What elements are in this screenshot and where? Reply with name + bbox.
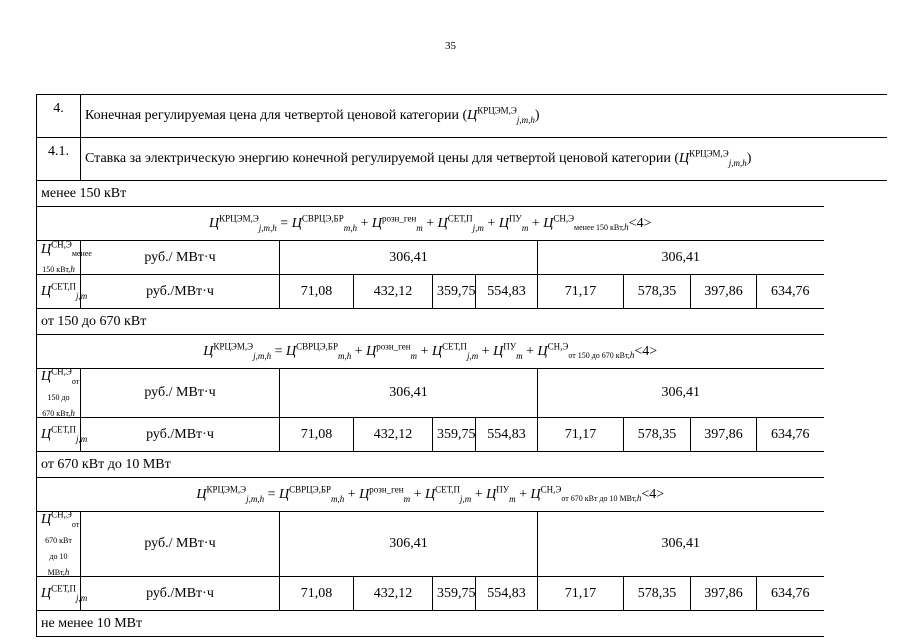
set-value: 359,75 xyxy=(433,577,476,611)
set-value: 554,83 xyxy=(476,577,538,611)
category-label-row xyxy=(37,452,887,478)
category-label: не менее 10 МВт xyxy=(37,611,824,637)
formula: $Ц^{КРЦЭМ,Э}_{j,m,h} = Ц^{СВРЦЭ,БР}_{m,h} + Ц^{розн\_ген}_m + Ц^{СЕТ,П}_{j,m} + Ц^{ПУ}_m + Ц^{СН,Э}_{от 670 кВт до 10 МВт,h}<4>$ xyxy=(37,478,824,512)
set-row xyxy=(37,275,887,309)
category-label-row xyxy=(37,611,887,637)
formula: $Ц^{КРЦЭМ,Э}_{j,m,h} = Ц^{СВРЦЭ,БР}_{m,h} + Ц^{розн\_ген}_m + Ц^{СЕТ,П}_{j,m} + Ц^{ПУ}_m + Ц^{СН,Э}_{менее 150 кВт,h}<4>$ xyxy=(37,207,824,241)
set-value: 578,35 xyxy=(624,577,691,611)
set-row xyxy=(37,418,887,452)
sn-row xyxy=(37,512,887,577)
row-number: 4.1. xyxy=(37,138,81,181)
sn-symbol: $Ц^{СН,Э}_{от 150 до 670 кВт,h}$ xyxy=(37,369,81,418)
set-value: 71,17 xyxy=(538,577,624,611)
category-label: от 670 кВт до 10 МВт xyxy=(37,452,824,478)
set-value: 397,86 xyxy=(691,275,757,309)
set-value: 432,12 xyxy=(354,275,433,309)
unit: руб./МВт·ч xyxy=(81,418,280,452)
sn-symbol: $Ц^{СН,Э}_{от 670 кВт до 10 МВт,h}$ xyxy=(37,512,81,577)
unit: руб./МВт·ч xyxy=(81,577,280,611)
set-value: 554,83 xyxy=(476,275,538,309)
formula: $Ц^{КРЦЭМ,Э}_{j,m,h} = Ц^{СВРЦЭ,БР}_{m,h} + Ц^{розн\_ген}_m + Ц^{СЕТ,П}_{j,m} + Ц^{ПУ}_m + Ц^{СН,Э}_{от 150 до 670 кВт,h}<4>$ xyxy=(37,335,824,369)
unit: руб./ МВт·ч xyxy=(81,241,280,275)
tariff-table xyxy=(36,94,887,637)
sn-row xyxy=(37,241,887,275)
formula-row xyxy=(37,207,887,241)
formula-row xyxy=(37,478,887,512)
sn-value: 306,41 xyxy=(538,512,824,577)
set-value: 71,17 xyxy=(538,275,624,309)
formula-row xyxy=(37,335,887,369)
set-symbol: $Ц^{СЕТ,П}_{j,m}$ xyxy=(37,275,81,309)
set-value: 397,86 xyxy=(691,418,757,452)
sn-symbol: $Ц^{СН,Э}_{менее 150 кВт,h}$ xyxy=(37,241,81,275)
set-value: 634,76 xyxy=(757,418,824,452)
unit: руб./МВт·ч xyxy=(81,275,280,309)
page-number: 35 xyxy=(445,40,456,52)
set-symbol: $Ц^{СЕТ,П}_{j,m}$ xyxy=(37,418,81,452)
row-number: 4. xyxy=(37,95,81,138)
category-label: от 150 до 670 кВт xyxy=(37,309,824,335)
row-heading: Ставка за электрическую энергию конечной регулируемой цены для четвертой ценовой категории $(Ц^{КРЦЭМ,Э}_{j,m,h})$ xyxy=(81,138,887,181)
category-label-row xyxy=(37,309,887,335)
category-label-row xyxy=(37,181,887,207)
row-section-4-1 xyxy=(37,138,887,181)
set-row xyxy=(37,577,887,611)
sn-value: 306,41 xyxy=(280,369,538,418)
row-section-4 xyxy=(37,95,887,138)
set-value: 71,08 xyxy=(280,418,354,452)
set-value: 578,35 xyxy=(624,275,691,309)
set-value: 71,08 xyxy=(280,275,354,309)
set-value: 634,76 xyxy=(757,275,824,309)
set-symbol: $Ц^{СЕТ,П}_{j,m}$ xyxy=(37,577,81,611)
sn-row xyxy=(37,369,887,418)
set-value: 554,83 xyxy=(476,418,538,452)
set-value: 359,75 xyxy=(433,418,476,452)
set-value: 71,17 xyxy=(538,418,624,452)
set-value: 432,12 xyxy=(354,418,433,452)
set-value: 578,35 xyxy=(624,418,691,452)
sn-value: 306,41 xyxy=(280,241,538,275)
set-value: 397,86 xyxy=(691,577,757,611)
unit: руб./ МВт·ч xyxy=(81,369,280,418)
set-value: 359,75 xyxy=(433,275,476,309)
set-value: 634,76 xyxy=(757,577,824,611)
category-label: менее 150 кВт xyxy=(37,181,824,207)
row-heading: Конечная регулируемая цена для четвертой ценовой категории $(Ц^{КРЦЭМ,Э}_{j,m,h})$ xyxy=(81,95,887,138)
sn-value: 306,41 xyxy=(538,369,824,418)
set-value: 71,08 xyxy=(280,577,354,611)
set-value: 432,12 xyxy=(354,577,433,611)
sn-value: 306,41 xyxy=(538,241,824,275)
unit: руб./ МВт·ч xyxy=(81,512,280,577)
sn-value: 306,41 xyxy=(280,512,538,577)
